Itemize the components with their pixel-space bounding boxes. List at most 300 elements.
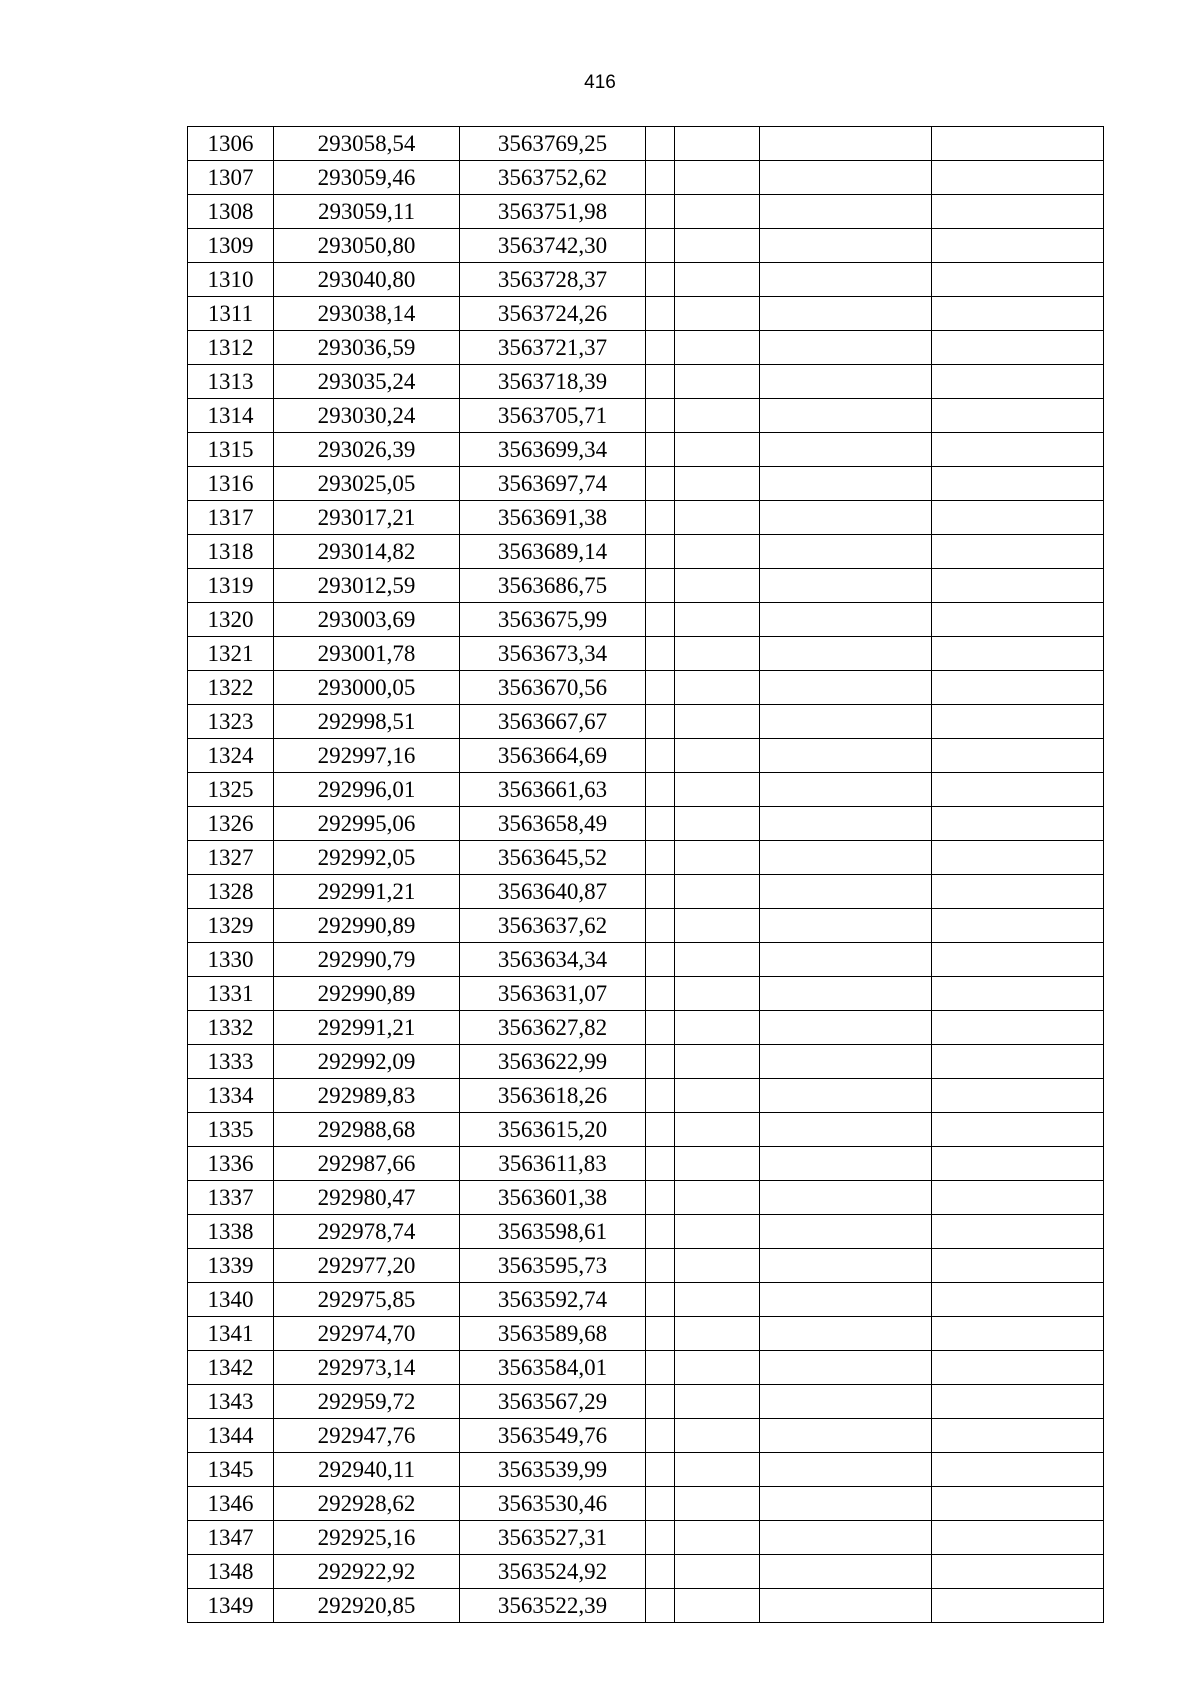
empty-cell bbox=[675, 195, 760, 229]
y-coordinate-cell: 3563686,75 bbox=[460, 569, 646, 603]
empty-cell bbox=[646, 1555, 675, 1589]
empty-cell bbox=[932, 1113, 1104, 1147]
empty-cell bbox=[646, 875, 675, 909]
x-coordinate-cell: 292990,89 bbox=[274, 909, 460, 943]
point-number-cell: 1326 bbox=[188, 807, 274, 841]
empty-cell bbox=[760, 127, 932, 161]
empty-cell bbox=[646, 331, 675, 365]
empty-cell bbox=[675, 1419, 760, 1453]
table-row bbox=[188, 705, 1104, 739]
empty-cell bbox=[675, 705, 760, 739]
empty-cell bbox=[646, 263, 675, 297]
empty-cell bbox=[932, 603, 1104, 637]
point-number-cell: 1344 bbox=[188, 1419, 274, 1453]
table-row bbox=[188, 433, 1104, 467]
empty-cell bbox=[675, 1555, 760, 1589]
empty-cell bbox=[760, 501, 932, 535]
x-coordinate-cell: 292991,21 bbox=[274, 1011, 460, 1045]
point-number-cell: 1333 bbox=[188, 1045, 274, 1079]
empty-cell bbox=[932, 399, 1104, 433]
x-coordinate-cell: 292975,85 bbox=[274, 1283, 460, 1317]
table-row bbox=[188, 773, 1104, 807]
table-row bbox=[188, 1113, 1104, 1147]
point-number-cell: 1329 bbox=[188, 909, 274, 943]
x-coordinate-cell: 292996,01 bbox=[274, 773, 460, 807]
empty-cell bbox=[932, 637, 1104, 671]
empty-cell bbox=[646, 1419, 675, 1453]
empty-cell bbox=[760, 1453, 932, 1487]
empty-cell bbox=[675, 331, 760, 365]
empty-cell bbox=[675, 977, 760, 1011]
x-coordinate-cell: 292990,79 bbox=[274, 943, 460, 977]
point-number-cell: 1349 bbox=[188, 1589, 274, 1623]
empty-cell bbox=[675, 1385, 760, 1419]
x-coordinate-cell: 293038,14 bbox=[274, 297, 460, 331]
y-coordinate-cell: 3563595,73 bbox=[460, 1249, 646, 1283]
empty-cell bbox=[932, 1419, 1104, 1453]
empty-cell bbox=[932, 1079, 1104, 1113]
y-coordinate-cell: 3563611,83 bbox=[460, 1147, 646, 1181]
point-number-cell: 1327 bbox=[188, 841, 274, 875]
point-number-cell: 1323 bbox=[188, 705, 274, 739]
empty-cell bbox=[646, 1521, 675, 1555]
empty-cell bbox=[760, 1011, 932, 1045]
empty-cell bbox=[760, 535, 932, 569]
empty-cell bbox=[646, 1181, 675, 1215]
empty-cell bbox=[760, 1385, 932, 1419]
y-coordinate-cell: 3563627,82 bbox=[460, 1011, 646, 1045]
empty-cell bbox=[932, 263, 1104, 297]
x-coordinate-cell: 292978,74 bbox=[274, 1215, 460, 1249]
y-coordinate-cell: 3563645,52 bbox=[460, 841, 646, 875]
empty-cell bbox=[760, 1283, 932, 1317]
y-coordinate-cell: 3563667,67 bbox=[460, 705, 646, 739]
point-number-cell: 1308 bbox=[188, 195, 274, 229]
point-number-cell: 1325 bbox=[188, 773, 274, 807]
y-coordinate-cell: 3563622,99 bbox=[460, 1045, 646, 1079]
empty-cell bbox=[675, 1589, 760, 1623]
empty-cell bbox=[932, 807, 1104, 841]
empty-cell bbox=[932, 977, 1104, 1011]
y-coordinate-cell: 3563584,01 bbox=[460, 1351, 646, 1385]
empty-cell bbox=[760, 671, 932, 705]
empty-cell bbox=[932, 1385, 1104, 1419]
empty-cell bbox=[932, 773, 1104, 807]
empty-cell bbox=[646, 433, 675, 467]
empty-cell bbox=[760, 1317, 932, 1351]
empty-cell bbox=[646, 1147, 675, 1181]
x-coordinate-cell: 293040,80 bbox=[274, 263, 460, 297]
table-row bbox=[188, 977, 1104, 1011]
y-coordinate-cell: 3563567,29 bbox=[460, 1385, 646, 1419]
y-coordinate-cell: 3563640,87 bbox=[460, 875, 646, 909]
table-row bbox=[188, 1215, 1104, 1249]
x-coordinate-cell: 293003,69 bbox=[274, 603, 460, 637]
empty-cell bbox=[646, 637, 675, 671]
x-coordinate-cell: 293059,46 bbox=[274, 161, 460, 195]
point-number-cell: 1315 bbox=[188, 433, 274, 467]
point-number-cell: 1330 bbox=[188, 943, 274, 977]
empty-cell bbox=[760, 1419, 932, 1453]
point-number-cell: 1331 bbox=[188, 977, 274, 1011]
point-number-cell: 1347 bbox=[188, 1521, 274, 1555]
empty-cell bbox=[646, 297, 675, 331]
point-number-cell: 1339 bbox=[188, 1249, 274, 1283]
coordinates-table bbox=[187, 126, 1104, 1623]
empty-cell bbox=[646, 1317, 675, 1351]
table-row bbox=[188, 603, 1104, 637]
point-number-cell: 1311 bbox=[188, 297, 274, 331]
y-coordinate-cell: 3563673,34 bbox=[460, 637, 646, 671]
table-row bbox=[188, 1589, 1104, 1623]
empty-cell bbox=[760, 807, 932, 841]
empty-cell bbox=[932, 1249, 1104, 1283]
table-row bbox=[188, 501, 1104, 535]
y-coordinate-cell: 3563699,34 bbox=[460, 433, 646, 467]
empty-cell bbox=[760, 909, 932, 943]
empty-cell bbox=[646, 399, 675, 433]
empty-cell bbox=[932, 433, 1104, 467]
empty-cell bbox=[760, 1147, 932, 1181]
x-coordinate-cell: 292925,16 bbox=[274, 1521, 460, 1555]
empty-cell bbox=[760, 297, 932, 331]
point-number-cell: 1340 bbox=[188, 1283, 274, 1317]
empty-cell bbox=[646, 1011, 675, 1045]
x-coordinate-cell: 292992,09 bbox=[274, 1045, 460, 1079]
empty-cell bbox=[932, 909, 1104, 943]
empty-cell bbox=[932, 331, 1104, 365]
table-row bbox=[188, 1419, 1104, 1453]
empty-cell bbox=[760, 943, 932, 977]
empty-cell bbox=[760, 467, 932, 501]
x-coordinate-cell: 292989,83 bbox=[274, 1079, 460, 1113]
empty-cell bbox=[760, 365, 932, 399]
empty-cell bbox=[646, 1215, 675, 1249]
point-number-cell: 1348 bbox=[188, 1555, 274, 1589]
empty-cell bbox=[675, 1283, 760, 1317]
empty-cell bbox=[760, 1045, 932, 1079]
table-row bbox=[188, 195, 1104, 229]
empty-cell bbox=[932, 1011, 1104, 1045]
table-row bbox=[188, 875, 1104, 909]
point-number-cell: 1342 bbox=[188, 1351, 274, 1385]
empty-cell bbox=[675, 467, 760, 501]
x-coordinate-cell: 293000,05 bbox=[274, 671, 460, 705]
empty-cell bbox=[760, 433, 932, 467]
point-number-cell: 1343 bbox=[188, 1385, 274, 1419]
empty-cell bbox=[760, 637, 932, 671]
empty-cell bbox=[932, 1283, 1104, 1317]
empty-cell bbox=[646, 773, 675, 807]
x-coordinate-cell: 293025,05 bbox=[274, 467, 460, 501]
y-coordinate-cell: 3563634,34 bbox=[460, 943, 646, 977]
empty-cell bbox=[760, 1113, 932, 1147]
x-coordinate-cell: 292947,76 bbox=[274, 1419, 460, 1453]
table-row bbox=[188, 841, 1104, 875]
y-coordinate-cell: 3563721,37 bbox=[460, 331, 646, 365]
empty-cell bbox=[760, 1351, 932, 1385]
y-coordinate-cell: 3563718,39 bbox=[460, 365, 646, 399]
empty-cell bbox=[675, 569, 760, 603]
point-number-cell: 1334 bbox=[188, 1079, 274, 1113]
point-number-cell: 1310 bbox=[188, 263, 274, 297]
empty-cell bbox=[675, 603, 760, 637]
table-row bbox=[188, 569, 1104, 603]
y-coordinate-cell: 3563539,99 bbox=[460, 1453, 646, 1487]
y-coordinate-cell: 3563618,26 bbox=[460, 1079, 646, 1113]
point-number-cell: 1346 bbox=[188, 1487, 274, 1521]
x-coordinate-cell: 292995,06 bbox=[274, 807, 460, 841]
table-row bbox=[188, 1453, 1104, 1487]
empty-cell bbox=[675, 1181, 760, 1215]
empty-cell bbox=[646, 807, 675, 841]
empty-cell bbox=[675, 1079, 760, 1113]
table-row bbox=[188, 1249, 1104, 1283]
y-coordinate-cell: 3563631,07 bbox=[460, 977, 646, 1011]
empty-cell bbox=[646, 1487, 675, 1521]
table-row bbox=[188, 1317, 1104, 1351]
empty-cell bbox=[646, 1113, 675, 1147]
table-row bbox=[188, 1045, 1104, 1079]
empty-cell bbox=[646, 705, 675, 739]
empty-cell bbox=[646, 127, 675, 161]
empty-cell bbox=[675, 535, 760, 569]
y-coordinate-cell: 3563637,62 bbox=[460, 909, 646, 943]
y-coordinate-cell: 3563601,38 bbox=[460, 1181, 646, 1215]
y-coordinate-cell: 3563522,39 bbox=[460, 1589, 646, 1623]
table-row bbox=[188, 1521, 1104, 1555]
x-coordinate-cell: 292997,16 bbox=[274, 739, 460, 773]
empty-cell bbox=[675, 841, 760, 875]
empty-cell bbox=[932, 841, 1104, 875]
table-row bbox=[188, 263, 1104, 297]
empty-cell bbox=[646, 1351, 675, 1385]
table-row bbox=[188, 807, 1104, 841]
empty-cell bbox=[646, 161, 675, 195]
x-coordinate-cell: 292959,72 bbox=[274, 1385, 460, 1419]
empty-cell bbox=[646, 467, 675, 501]
y-coordinate-cell: 3563697,74 bbox=[460, 467, 646, 501]
empty-cell bbox=[760, 705, 932, 739]
empty-cell bbox=[760, 841, 932, 875]
empty-cell bbox=[760, 1487, 932, 1521]
empty-cell bbox=[760, 603, 932, 637]
x-coordinate-cell: 293036,59 bbox=[274, 331, 460, 365]
table-row bbox=[188, 161, 1104, 195]
empty-cell bbox=[932, 229, 1104, 263]
y-coordinate-cell: 3563670,56 bbox=[460, 671, 646, 705]
x-coordinate-cell: 292998,51 bbox=[274, 705, 460, 739]
empty-cell bbox=[646, 1079, 675, 1113]
point-number-cell: 1319 bbox=[188, 569, 274, 603]
table-row bbox=[188, 365, 1104, 399]
point-number-cell: 1318 bbox=[188, 535, 274, 569]
table-row bbox=[188, 1555, 1104, 1589]
empty-cell bbox=[760, 977, 932, 1011]
y-coordinate-cell: 3563524,92 bbox=[460, 1555, 646, 1589]
empty-cell bbox=[646, 841, 675, 875]
empty-cell bbox=[760, 773, 932, 807]
point-number-cell: 1324 bbox=[188, 739, 274, 773]
point-number-cell: 1316 bbox=[188, 467, 274, 501]
empty-cell bbox=[932, 1351, 1104, 1385]
empty-cell bbox=[675, 1215, 760, 1249]
y-coordinate-cell: 3563598,61 bbox=[460, 1215, 646, 1249]
x-coordinate-cell: 293026,39 bbox=[274, 433, 460, 467]
empty-cell bbox=[646, 671, 675, 705]
empty-cell bbox=[932, 943, 1104, 977]
empty-cell bbox=[760, 331, 932, 365]
point-number-cell: 1335 bbox=[188, 1113, 274, 1147]
y-coordinate-cell: 3563724,26 bbox=[460, 297, 646, 331]
empty-cell bbox=[646, 977, 675, 1011]
x-coordinate-cell: 292974,70 bbox=[274, 1317, 460, 1351]
point-number-cell: 1317 bbox=[188, 501, 274, 535]
x-coordinate-cell: 292920,85 bbox=[274, 1589, 460, 1623]
empty-cell bbox=[760, 739, 932, 773]
empty-cell bbox=[932, 705, 1104, 739]
y-coordinate-cell: 3563661,63 bbox=[460, 773, 646, 807]
empty-cell bbox=[646, 943, 675, 977]
empty-cell bbox=[675, 1011, 760, 1045]
empty-cell bbox=[675, 1317, 760, 1351]
empty-cell bbox=[760, 1589, 932, 1623]
table-row bbox=[188, 1487, 1104, 1521]
table-row bbox=[188, 1079, 1104, 1113]
x-coordinate-cell: 292980,47 bbox=[274, 1181, 460, 1215]
empty-cell bbox=[646, 739, 675, 773]
y-coordinate-cell: 3563752,62 bbox=[460, 161, 646, 195]
y-coordinate-cell: 3563728,37 bbox=[460, 263, 646, 297]
table-row bbox=[188, 943, 1104, 977]
empty-cell bbox=[932, 1147, 1104, 1181]
point-number-cell: 1312 bbox=[188, 331, 274, 365]
x-coordinate-cell: 292988,68 bbox=[274, 1113, 460, 1147]
point-number-cell: 1314 bbox=[188, 399, 274, 433]
empty-cell bbox=[675, 1147, 760, 1181]
empty-cell bbox=[675, 127, 760, 161]
empty-cell bbox=[646, 229, 675, 263]
empty-cell bbox=[675, 943, 760, 977]
x-coordinate-cell: 292987,66 bbox=[274, 1147, 460, 1181]
empty-cell bbox=[646, 1385, 675, 1419]
table-body bbox=[188, 127, 1104, 1623]
empty-cell bbox=[675, 1453, 760, 1487]
empty-cell bbox=[675, 297, 760, 331]
empty-cell bbox=[646, 535, 675, 569]
empty-cell bbox=[932, 297, 1104, 331]
x-coordinate-cell: 293059,11 bbox=[274, 195, 460, 229]
empty-cell bbox=[932, 1453, 1104, 1487]
point-number-cell: 1336 bbox=[188, 1147, 274, 1181]
point-number-cell: 1321 bbox=[188, 637, 274, 671]
empty-cell bbox=[646, 603, 675, 637]
x-coordinate-cell: 292991,21 bbox=[274, 875, 460, 909]
empty-cell bbox=[675, 263, 760, 297]
table-row bbox=[188, 671, 1104, 705]
x-coordinate-cell: 293014,82 bbox=[274, 535, 460, 569]
empty-cell bbox=[932, 1317, 1104, 1351]
empty-cell bbox=[932, 195, 1104, 229]
empty-cell bbox=[760, 399, 932, 433]
table-row bbox=[188, 1147, 1104, 1181]
empty-cell bbox=[675, 773, 760, 807]
empty-cell bbox=[760, 229, 932, 263]
y-coordinate-cell: 3563705,71 bbox=[460, 399, 646, 433]
empty-cell bbox=[675, 739, 760, 773]
empty-cell bbox=[646, 195, 675, 229]
empty-cell bbox=[675, 1487, 760, 1521]
empty-cell bbox=[675, 1045, 760, 1079]
y-coordinate-cell: 3563769,25 bbox=[460, 127, 646, 161]
empty-cell bbox=[760, 1521, 932, 1555]
empty-cell bbox=[932, 1181, 1104, 1215]
point-number-cell: 1322 bbox=[188, 671, 274, 705]
empty-cell bbox=[760, 1079, 932, 1113]
empty-cell bbox=[760, 195, 932, 229]
table-row bbox=[188, 297, 1104, 331]
point-number-cell: 1313 bbox=[188, 365, 274, 399]
table-row bbox=[188, 1351, 1104, 1385]
empty-cell bbox=[932, 535, 1104, 569]
empty-cell bbox=[646, 1249, 675, 1283]
y-coordinate-cell: 3563589,68 bbox=[460, 1317, 646, 1351]
empty-cell bbox=[932, 1521, 1104, 1555]
x-coordinate-cell: 292922,92 bbox=[274, 1555, 460, 1589]
page-number: 416 bbox=[584, 72, 616, 93]
empty-cell bbox=[675, 1351, 760, 1385]
empty-cell bbox=[760, 1181, 932, 1215]
empty-cell bbox=[675, 1249, 760, 1283]
table-row bbox=[188, 1181, 1104, 1215]
empty-cell bbox=[646, 909, 675, 943]
empty-cell bbox=[646, 1453, 675, 1487]
y-coordinate-cell: 3563615,20 bbox=[460, 1113, 646, 1147]
y-coordinate-cell: 3563527,31 bbox=[460, 1521, 646, 1555]
y-coordinate-cell: 3563742,30 bbox=[460, 229, 646, 263]
empty-cell bbox=[760, 875, 932, 909]
point-number-cell: 1337 bbox=[188, 1181, 274, 1215]
point-number-cell: 1338 bbox=[188, 1215, 274, 1249]
y-coordinate-cell: 3563691,38 bbox=[460, 501, 646, 535]
point-number-cell: 1332 bbox=[188, 1011, 274, 1045]
empty-cell bbox=[932, 1045, 1104, 1079]
empty-cell bbox=[932, 875, 1104, 909]
y-coordinate-cell: 3563664,69 bbox=[460, 739, 646, 773]
x-coordinate-cell: 293012,59 bbox=[274, 569, 460, 603]
point-number-cell: 1320 bbox=[188, 603, 274, 637]
empty-cell bbox=[675, 433, 760, 467]
x-coordinate-cell: 293035,24 bbox=[274, 365, 460, 399]
empty-cell bbox=[675, 671, 760, 705]
empty-cell bbox=[646, 1589, 675, 1623]
empty-cell bbox=[932, 569, 1104, 603]
empty-cell bbox=[675, 161, 760, 195]
table-row bbox=[188, 127, 1104, 161]
empty-cell bbox=[646, 365, 675, 399]
table-row bbox=[188, 467, 1104, 501]
empty-cell bbox=[675, 807, 760, 841]
empty-cell bbox=[932, 739, 1104, 773]
x-coordinate-cell: 292928,62 bbox=[274, 1487, 460, 1521]
empty-cell bbox=[675, 1113, 760, 1147]
empty-cell bbox=[760, 1555, 932, 1589]
x-coordinate-cell: 293050,80 bbox=[274, 229, 460, 263]
empty-cell bbox=[932, 1487, 1104, 1521]
table-row bbox=[188, 909, 1104, 943]
table-row bbox=[188, 1385, 1104, 1419]
x-coordinate-cell: 292977,20 bbox=[274, 1249, 460, 1283]
